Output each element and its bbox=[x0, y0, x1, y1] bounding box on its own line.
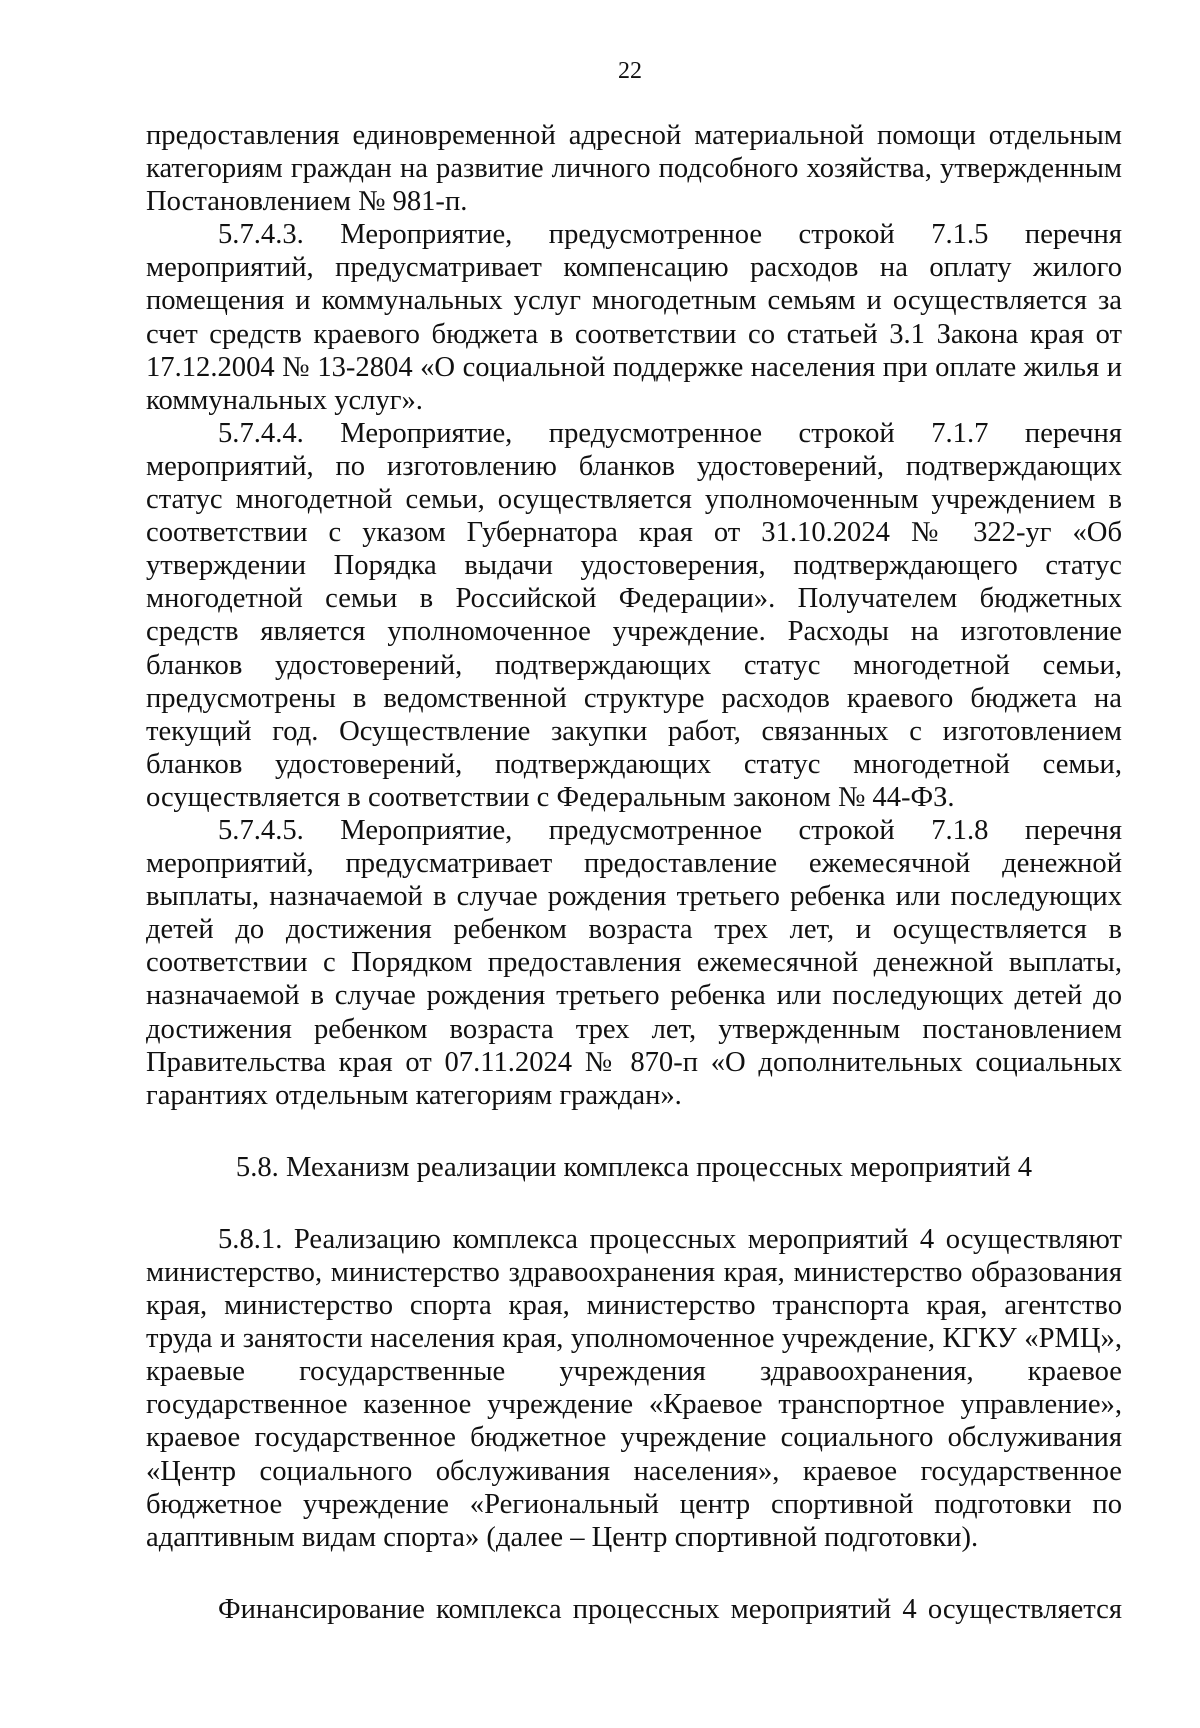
paragraph-financing: Финансирование комплекса процессных мероприятий 4 осуществляется bbox=[218, 1593, 1122, 1625]
page-number: 22 bbox=[618, 58, 642, 84]
paragraph-5-7-4-5: 5.7.4.5. Мероприятие, предусмотренное строкой 7.1.8 перечня мероприятий, предусматривает предоставление ежемесячной денежной выплаты, назначаемой в случае рождения третьего ребенка или последующих детей до достижения ребенком возраста трех лет, и осуществляется в соответствии с Порядком предоставления ежемесячной денежной выплаты, назначаемой в случае рождения третьего ребенка или последующих детей до достижения ребенком возраста трех лет, утвержденным постановлением Правительства края от 07.11.2024 № 870-п «О дополнительных социальных гарантиях отдельным категориям граждан». bbox=[146, 814, 1122, 1111]
paragraph-continuation: предоставления единовременной адресной материальной помощи отдельным категориям граждан на развитие личного подсобного хозяйства, утвержденным Постановлением № 981-п. bbox=[146, 120, 1122, 218]
paragraph-5-8-1: 5.8.1. Реализацию комплекса процессных мероприятий 4 осуществляют министерство, министерство здравоохранения края, министерство образования края, министерство спорта края, министерство транспорта края, агентство труда и занятости населения края, уполномоченное учреждение, КГКУ «РМЦ», краевые государственные учреждения здравоохранения, краевое государственное казенное учреждение «Краевое транспортное управление», краевое государственное бюджетное учреждение социального обслуживания «Центр социального обслуживания населения», краевое государственное бюджетное учреждение «Региональный центр спортивной подготовки по адаптивным видам спорта» (далее – Центр спортивной подготовки). bbox=[146, 1223, 1122, 1553]
paragraph-5-7-4-4: 5.7.4.4. Мероприятие, предусмотренное строкой 7.1.7 перечня мероприятий, по изготовлению бланков удостоверений, подтверждающих статус многодетной семьи, осуществляется уполномоченным учреждением в соответствии с указом Губернатора края от 31.10.2024 № 322-уг «Об утверждении Порядка выдачи удостоверения, подтверждающего статус многодетной семьи в Российской Федерации». Получателем бюджетных средств является уполномоченное учреждение. Расходы на изготовление бланков удостоверений, подтверждающих статус многодетной семьи, предусмотрены в ведомственной структуре расходов краевого бюджета на текущий год. Осуществление закупки работ, связанных с изготовлением бланков удостоверений, подтверждающих статус многодетной семьи, осуществляется в соответствии с Федеральным законом № 44-ФЗ. bbox=[146, 417, 1122, 813]
document-body bbox=[146, 119, 1122, 1626]
section-heading-5-8: 5.8. Механизм реализации комплекса процессных мероприятий 4 bbox=[235, 1151, 1033, 1183]
paragraph-5-7-4-3: 5.7.4.3. Мероприятие, предусмотренное строкой 7.1.5 перечня мероприятий, предусматривает компенсацию расходов на оплату жилого помещения и коммунальных услуг многодетным семьям и осуществляется за счет средств краевого бюджета в соответствии со статьей 3.1 Закона края от 17.12.2004 № 13-2804 «О социальной поддержке населения при оплате жилья и коммунальных услуг». bbox=[146, 219, 1122, 416]
